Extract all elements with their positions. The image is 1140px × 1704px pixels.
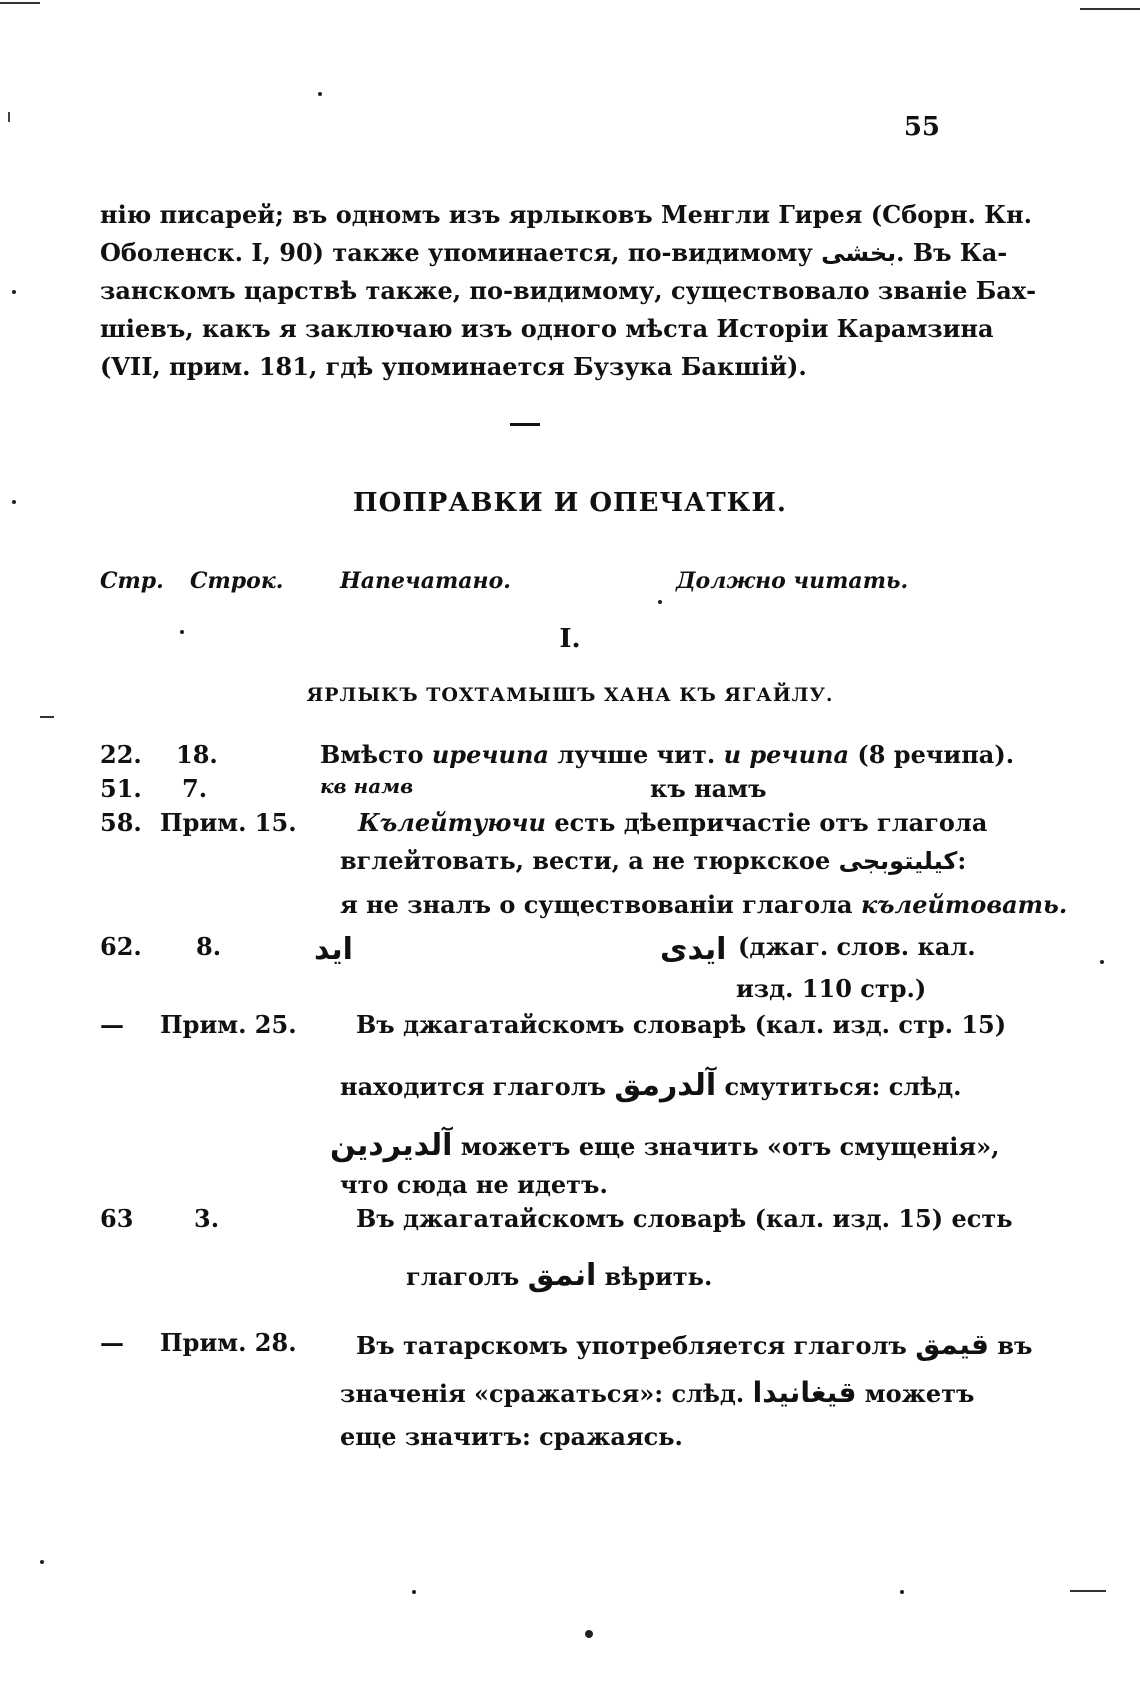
row-page: —	[100, 1010, 124, 1039]
column-header-should-read: Должно читать.	[676, 568, 909, 594]
scan-speck	[40, 716, 54, 718]
text-pre: глаголъ	[406, 1262, 520, 1291]
text-ital-2: и речипа	[723, 740, 850, 769]
row-line: 7.	[182, 774, 208, 803]
intro-line-2-after: . Въ Ка-	[896, 238, 1008, 267]
row-correct-note: (джаг. слов. кал.	[738, 932, 976, 961]
scan-speck	[585, 1630, 593, 1638]
part-title: ЯРЛЫКЪ ТОХТАМЫШЪ ХАНА КЪ ЯГАЙЛУ.	[306, 684, 834, 706]
arabic-word-inamaq: انمق	[527, 1258, 597, 1293]
scan-speck	[412, 1590, 416, 1594]
erratum-row-7-line-2	[340, 1376, 975, 1409]
row-page: 62.	[100, 932, 142, 961]
row-page: 58.	[100, 808, 142, 837]
intro-line-4: шіевъ, какъ я заключаю изъ одного мѣста Исторіи Карамзина	[100, 314, 994, 343]
erratum-row-5-line-4: что сюда не идетъ.	[340, 1170, 608, 1199]
column-header-line: Строк.	[190, 568, 284, 594]
text-pre: Вмѣсто	[320, 740, 424, 769]
intro-line-2-before: Оболенск. I, 90) также упоминается, по-видимому	[100, 238, 813, 267]
scan-speck	[12, 290, 16, 294]
arabic-word-qiymaq: قيمق	[915, 1328, 989, 1361]
row-page: —	[100, 1328, 124, 1357]
row-text-line-1	[358, 808, 988, 837]
scan-speck	[658, 600, 662, 604]
intro-line-5: (VII, прим. 181, гдѣ упоминается Бузука Бакшій).	[100, 352, 807, 381]
arabic-correct: ايدى	[660, 932, 727, 967]
erratum-row-5-line-3	[330, 1128, 1000, 1163]
arabic-word-aldirdin: آلديردين	[330, 1128, 453, 1163]
column-header-printed: Напечатано.	[340, 568, 511, 594]
scan-speck	[40, 1560, 44, 1564]
text-rest: есть дѣепричастіе отъ глагола	[554, 808, 988, 837]
row-line: 18.	[176, 740, 218, 769]
scan-speck	[12, 500, 16, 504]
intro-line-2	[100, 234, 1008, 272]
section-separator	[510, 423, 540, 426]
row-correct-note-2: изд. 110 стр.)	[736, 974, 927, 1003]
scan-speck	[900, 1590, 904, 1594]
row-line: Прим. 25.	[160, 1010, 297, 1039]
text-pre: Въ татарскомъ употребляется глаголъ	[356, 1331, 907, 1360]
erratum-row-5-line-1: Въ джагатайскомъ словарѣ (кал. изд. стр. 15)	[356, 1010, 1007, 1039]
text-pre: находится глаголъ	[340, 1072, 607, 1101]
intro-paragraph	[100, 196, 1037, 386]
column-header-page: Стр.	[100, 568, 164, 594]
text-post: (8 речипа).	[857, 740, 1015, 769]
text-ital: кълейтовать.	[860, 890, 1068, 919]
row-page: 22.	[100, 740, 142, 769]
text-pre: значенія «сражаться»: слѣд.	[340, 1379, 745, 1408]
erratum-row-3-line-3	[340, 890, 1068, 919]
text-post: смутиться: слѣд.	[724, 1072, 962, 1101]
erratum-row-7-line-3: еще значитъ: сражаясь.	[340, 1422, 683, 1451]
scan-speck	[8, 112, 10, 122]
text-ital-1: иречипа	[431, 740, 549, 769]
row-correct: къ намъ	[650, 774, 767, 803]
row-printed: кв намв	[320, 774, 414, 798]
row-page: 51.	[100, 774, 142, 803]
row-line: 8.	[196, 932, 222, 961]
text-ital: Кълейтуючи	[358, 808, 546, 837]
scan-speck	[1080, 8, 1140, 10]
arabic-word-keliltuvchi: كيليتوبجى	[838, 847, 958, 875]
arabic-word-bakhshi: بخشى	[821, 239, 897, 267]
text-pre: вглейтовать, вести, а не тюркское	[340, 846, 831, 875]
scan-speck	[1100, 960, 1104, 964]
row-line: Прим. 28.	[160, 1328, 297, 1357]
intro-line-3: занскомъ царствѣ также, по-видимому, существовало званіе Бах-	[100, 276, 1037, 305]
row-page: 63	[100, 1204, 134, 1233]
scan-speck	[318, 92, 322, 96]
text-post: въ	[997, 1331, 1033, 1360]
row-text	[320, 740, 1015, 769]
arabic-word-qighaniyda: قيغانيدا	[752, 1376, 857, 1409]
part-numeral: I.	[559, 624, 581, 654]
erratum-row-7-line-1	[356, 1328, 1033, 1361]
erratum-row-3-line-2	[340, 846, 967, 875]
text-mid: лучше чит.	[557, 740, 716, 769]
erratum-row-6-line-2	[406, 1258, 806, 1293]
arabic-word-aldirmaq: آلدرمق	[614, 1068, 717, 1103]
intro-line-1: нію писарей; въ одномъ изъ ярлыковъ Менгли Гирея (Сборн. Кн.	[100, 200, 1033, 229]
text-post: можетъ еще значить «отъ смущенія»,	[460, 1132, 1000, 1161]
text-pre: я не зналъ о существованіи глагола	[340, 890, 853, 919]
row-line: Прим. 15.	[160, 808, 297, 837]
text-post: можетъ	[864, 1379, 975, 1408]
scan-speck	[1070, 1590, 1106, 1592]
row-line: 3.	[194, 1204, 220, 1233]
scan-speck	[0, 2, 40, 4]
section-title: ПОПРАВКИ И ОПЕЧАТКИ.	[353, 488, 787, 518]
erratum-row-6-line-1: Въ джагатайскомъ словарѣ (кал. изд. 15) есть	[356, 1204, 1013, 1233]
text-post: вѣрить.	[604, 1262, 713, 1291]
page-number: 55	[903, 112, 940, 142]
text-post: :	[957, 846, 967, 875]
arabic-printed: ايد	[314, 932, 353, 967]
scan-speck	[180, 630, 184, 634]
erratum-row-5-line-2	[340, 1068, 962, 1103]
